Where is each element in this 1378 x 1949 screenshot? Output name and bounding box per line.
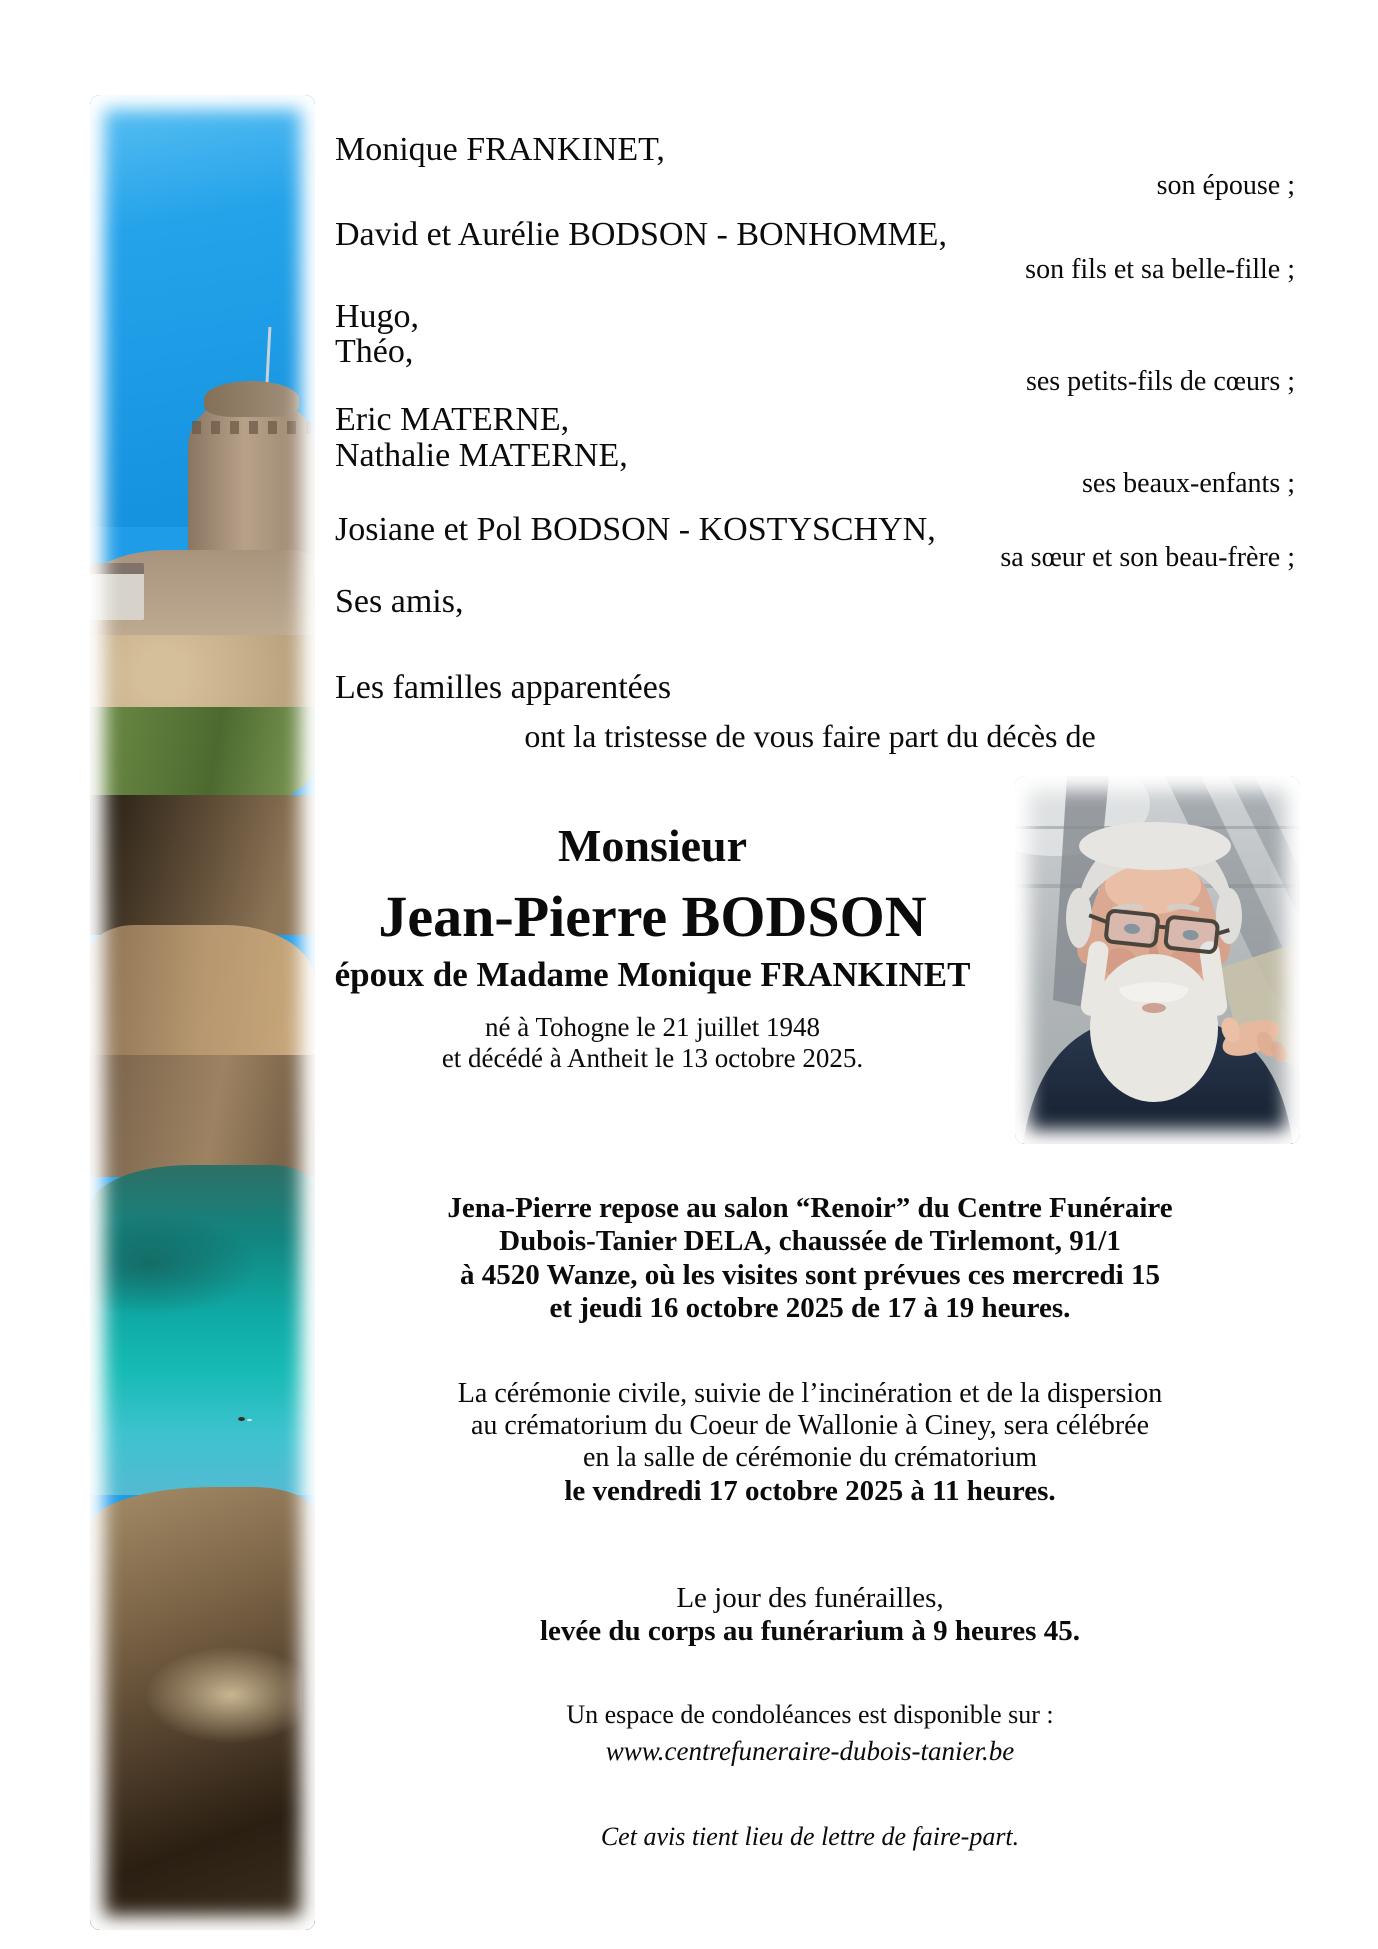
strip-flag: [90, 323, 315, 341]
family-line-stepchild-2: Nathalie MATERNE,: [335, 437, 628, 474]
family-line-sister: Josiane et Pol BODSON - KOSTYSCHYN,: [335, 511, 936, 548]
ceremony-line-4: le vendredi 17 octobre 2025 à 11 heures.: [564, 1474, 1056, 1507]
deceased-title: Monsieur: [557, 820, 748, 871]
portrait-beard: [1090, 954, 1218, 1102]
family-line-grandson-1: Hugo,: [335, 298, 420, 335]
intro-sentence: ont la tristesse de vous faire part du décès de: [524, 718, 1096, 754]
ceremony-line-3: en la salle de cérémonie du crématorium: [582, 1442, 1037, 1474]
family-line-stepchild-1: Eric MATERNE,: [335, 401, 570, 438]
strip-bottom-rocks: [90, 1487, 315, 1930]
death-line: et décédé à Antheit le 13 octobre 2025.: [441, 1043, 864, 1074]
strip-tan-rocks: [90, 925, 315, 1065]
condolences-line: Un espace de condoléances est disponible sur :: [566, 1700, 1054, 1729]
ceremony-line-2: au crématorium du Coeur de Wallonie à Ciney, sera célébrée: [470, 1410, 1149, 1442]
visitation-line-4: et jeudi 16 octobre 2025 de 17 à 19 heures.: [549, 1292, 1071, 1325]
family-line-related-families: Les familles apparentées: [335, 669, 672, 706]
funeral-day-line-2: levée du corps au funérarium à 9 heures 45.: [540, 1615, 1080, 1648]
deceased-name: Jean-Pierre BODSON: [378, 884, 927, 949]
strip-turquoise-water: [90, 1165, 315, 1495]
ceremony-paragraph: [320, 1378, 1300, 1508]
portrait-mustache: [1119, 982, 1189, 1002]
relation-spouse: son épouse ;: [1156, 170, 1295, 201]
portrait-photo: [1015, 776, 1300, 1144]
relation-grandsons: ses petits-fils de cœurs ;: [1025, 366, 1295, 397]
condolences-website: www.centrefuneraire-dubois-tanier.be: [605, 1736, 1015, 1766]
family-line-friends: Ses amis,: [335, 583, 464, 620]
relation-stepchildren: ses beaux-enfants ;: [1081, 468, 1295, 499]
footer-note: Cet avis tient lieu de lettre de faire-part.: [600, 1822, 1020, 1851]
relation-son: son fils et sa belle-fille ;: [1025, 254, 1295, 285]
strip-mid-rocks: [90, 1055, 315, 1177]
visitation-line-1: Jena-Pierre repose au salon “Renoir” du Centre Funéraire: [447, 1192, 1173, 1224]
family-line-son: David et Aurélie BODSON - BONHOMME,: [335, 216, 947, 253]
strip-house: [90, 563, 144, 620]
visitation-line-2: Dubois-Tanier DELA, chaussée de Tirlemont, 91/1: [499, 1225, 1121, 1258]
strip-swimmer: [238, 1417, 245, 1421]
visitation-line-3: à 4520 Wanze, où les visites sont prévues ces mercredi 15: [460, 1258, 1160, 1291]
deceased-dates: [330, 1012, 975, 1074]
strip-dark-rocks: [90, 795, 315, 935]
family-line-grandson-2: Théo,: [335, 333, 414, 370]
funeral-day-line-1: Le jour des funérailles,: [676, 1582, 944, 1614]
relation-sister: sa sœur et son beau-frère ;: [1000, 542, 1295, 573]
birth-line: né à Tohogne le 21 juillet 1948: [484, 1012, 821, 1042]
ceremony-line-1: La cérémonie civile, suivie de l’incinération et de la dispersion: [457, 1378, 1163, 1409]
visitation-paragraph: [320, 1192, 1300, 1325]
family-line-spouse: Monique FRANKINET,: [335, 131, 665, 168]
funeral-day-block: [320, 1582, 1300, 1649]
deceased-spouse-of: époux de Madame Monique FRANKINET: [334, 955, 971, 994]
coastal-photo-strip: [90, 95, 315, 1930]
portrait-illustration: [1015, 776, 1300, 1144]
